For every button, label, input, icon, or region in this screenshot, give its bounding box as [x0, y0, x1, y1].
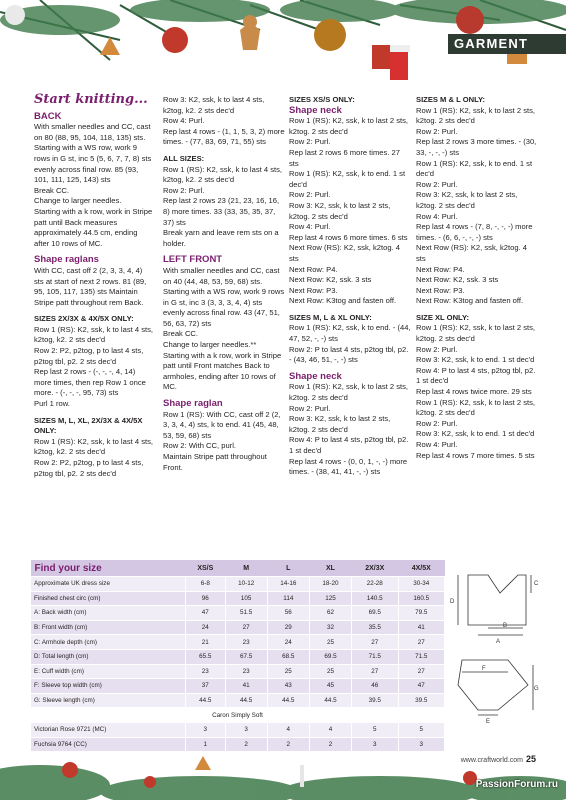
size-heading: SIZES XS/S ONLY:: [289, 95, 355, 104]
table-row: [31, 620, 445, 635]
size-header: XS/S: [186, 560, 226, 577]
yarn-label: Victorian Rose 9721 (MC): [31, 722, 186, 737]
row-label: Approximate UK dress size: [31, 577, 186, 592]
table-cell: 44.5: [225, 693, 267, 708]
paragraph: Rep last 4 rows 7 more times. 5 sts: [416, 450, 535, 460]
table-cell: 23: [225, 635, 267, 650]
paragraph: Row 4: P to last 4 sts, p2tog tbl, p2. 1 st dec'd: [416, 365, 536, 386]
paragraph: Row 3: K2, ssk, k to last 2 sts, k2tog. 2 sts dec'd: [289, 414, 391, 434]
column-1: [34, 92, 154, 479]
paragraph: Row 2: P2, p2tog, p to last 4 sts, p2tog tbl, p2. 2 sts dec'd: [34, 458, 144, 478]
table-cell: 39.5: [352, 693, 398, 708]
shape-raglan-heading: Shape raglan: [163, 398, 223, 410]
paragraph: Row 3: K2, ssk, k to last 4 sts, k2tog, k2. 2 sts dec'd: [163, 95, 265, 115]
paragraph: Row 1 (RS): K2, ssk, k to last 4 sts, k2tog, k2. 2 sts dec'd: [34, 324, 154, 345]
paragraph: Next Row: K3tog and fasten off.: [416, 296, 524, 306]
schematic-label: G: [534, 686, 539, 692]
table-cell: 5: [398, 722, 445, 737]
table-cell: 14-16: [267, 577, 309, 592]
table-row: [31, 649, 445, 664]
left-front-heading: LEFT FRONT: [163, 254, 223, 266]
table-cell: 65.5: [186, 649, 226, 664]
paragraph: Next Row (RS): K2, ssk, k2tog. 4 sts: [416, 243, 527, 263]
paragraph: Row 2: Purl.: [289, 403, 331, 413]
size-table: [30, 560, 445, 752]
paragraph: Rep last 2 rows 6 more times. 27 sts: [289, 147, 400, 168]
table-cell: 41: [398, 620, 445, 635]
table-cell: 23: [225, 664, 267, 679]
size-header: 4X/5X: [398, 560, 445, 577]
paragraph: Maintain Stripe patt throughout Front.: [163, 452, 267, 472]
row-label: A: Back width (cm): [31, 606, 186, 621]
size-heading: ALL SIZES:: [163, 153, 205, 163]
table-cell: 125: [309, 591, 351, 606]
table-cell: 2: [225, 737, 267, 752]
paragraph: Row 2: Purl.: [416, 418, 458, 428]
section-tag: GARMENT: [448, 34, 566, 54]
paragraph: Next Row (RS): K2, ssk, k2tog. 4 sts: [289, 243, 400, 263]
size-header: 2X/3X: [352, 560, 398, 577]
table-cell: 47: [398, 679, 445, 694]
table-cell: 5: [352, 722, 398, 737]
table-cell: 43: [267, 679, 309, 694]
table-cell: 24: [186, 620, 226, 635]
table-cell: 27: [225, 620, 267, 635]
table-cell: 114: [267, 591, 309, 606]
table-cell: 6-8: [186, 577, 226, 592]
table-cell: 4: [309, 722, 351, 737]
paragraph: Next Row: K2, ssk. 3 sts: [416, 275, 499, 285]
paragraph: Rep last 4 rows - (1, 1, 5, 3, 2) more times. - (77, 83, 69, 71, 55) sts: [163, 126, 285, 147]
table-header-row: [31, 560, 445, 577]
column-4: [416, 95, 538, 461]
paragraph: Break CC.: [163, 329, 199, 339]
paragraph: Row 2: Purl.: [289, 190, 331, 200]
paragraph: Row 1 (RS): K2, ssk, k to last 2 sts, k2tog. 2 sts dec'd: [416, 397, 536, 418]
table-cell: 27: [398, 664, 445, 679]
paragraph: Row 2: Purl.: [416, 179, 458, 189]
paragraph: Row 4: Purl.: [163, 116, 205, 126]
size-heading: SIZE XL ONLY:: [416, 312, 470, 322]
yarn-label: Fuchsia 9764 (CC): [31, 737, 186, 752]
paragraph: Row 2: Purl.: [289, 137, 331, 147]
paragraph: Row 1 (RS): K2, ssk, k to end. 1 st dec'd: [416, 158, 533, 179]
schematic-label: A: [496, 639, 501, 645]
page-number: 25: [525, 754, 536, 764]
paragraph: Next Row: P4.: [416, 264, 465, 274]
size-heading: SIZES M, L, XL, 2X/3X & 4X/5X ONLY:: [34, 415, 143, 436]
paragraph: Row 3: K2, ssk, k to end. 1 st dec'd: [416, 355, 535, 365]
paragraph: Rep last 2 rows 23 (21, 23, 16, 16, 8) more times. 33 (33, 35, 35, 37, 37) sts: [163, 196, 280, 227]
table-cell: 25: [309, 635, 351, 650]
table-row: [31, 606, 445, 621]
table-cell: 1: [186, 737, 226, 752]
table-cell: 29: [267, 620, 309, 635]
table-cell: 71.5: [398, 649, 445, 664]
paragraph: With CC, cast off 2 (2, 3, 3, 4, 4) sts at start of next 2 rows. 81 (89, 95, 105, 117, 135) sts Maintain Stripe patt throughout rem Back.: [34, 265, 147, 307]
paragraph: Row 1 (RS): K2, ssk, k to end. 1 st dec'd: [289, 169, 406, 189]
paragraph: Row 4: P to last 4 sts, p2tog tbl, p2. 1 st dec'd: [289, 435, 409, 455]
table-cell: 44.5: [186, 693, 226, 708]
paragraph: Row 2: With CC, purl.: [163, 441, 237, 451]
paragraph: Row 1 (RS): K2, ssk, k to last 2 sts, k2tog. 2 sts dec'd: [289, 116, 409, 136]
column-2: [163, 95, 285, 473]
body-outline: [468, 575, 526, 625]
table-cell: 30-34: [398, 577, 445, 592]
paragraph: Next Row: P3.: [289, 285, 338, 295]
paragraph: Rep last 4 rows twice more. 29 sts: [416, 387, 532, 397]
paragraph: Next Row: P3.: [416, 285, 465, 295]
table-cell: 47: [186, 606, 226, 621]
table-cell: 27: [352, 664, 398, 679]
paragraph: Row 2: P to last 4 sts, p2tog tbl, p2. - (43, 46, 51, -, -) sts: [289, 344, 409, 365]
paragraph: Break yarn and leave rem sts on a holder.: [163, 228, 279, 248]
table-cell: 105: [225, 591, 267, 606]
row-label: F: Sleeve top width (cm): [31, 679, 186, 694]
table-row: [31, 693, 445, 708]
table-row: [31, 635, 445, 650]
table-cell: 62: [309, 606, 351, 621]
paragraph: Rep last 2 rows 3 more times. - (30, 33, -, -, -) sts: [416, 137, 537, 157]
paragraph: Change to larger needles.: [34, 196, 122, 206]
watermark: PassionForum.ru: [475, 779, 558, 790]
paragraph: Starting with a WS row, work 9 rows in G st, inc 5 (5, 6, 7, 7, 8) sts evenly across final row. 85 (93, 101, 111, 125, 143) sts: [34, 143, 152, 185]
table-cell: 24: [267, 635, 309, 650]
paragraph: Starting with a WS row, work 9 rows in G st, inc 3 (3, 3, 3, 4, 4) sts evenly across final row. 43 (47, 51, 56, 63, 72) sts: [163, 287, 285, 328]
table-row: [31, 591, 445, 606]
table-cell: 3: [398, 737, 445, 752]
size-table-title: Find your size: [31, 560, 186, 577]
paragraph: Row 1 (RS): K2, ssk, k to end. - (44, 47, 52, -, -) sts: [289, 323, 411, 344]
table-cell: 3: [225, 722, 267, 737]
table-cell: 41: [225, 679, 267, 694]
paragraph: Next Row: P4.: [289, 264, 338, 274]
back-heading: BACK: [34, 110, 62, 122]
size-heading: SIZES M & L ONLY:: [416, 95, 486, 104]
paragraph: Rep last 2 rows - (-, -, -, 4, 14) more times, then rep Row 1 once more. - (-, -, -, 95, 73) sts: [34, 367, 146, 398]
table-cell: 140.5: [352, 591, 398, 606]
paragraph: Row 1 (RS): K2, ssk, k to last 4 sts, k2tog, k2. 2 sts dec'd: [163, 164, 283, 185]
start-knitting-title: Start knitting...: [34, 92, 148, 107]
table-cell: 160.5: [398, 591, 445, 606]
paragraph: Rep last 4 rows 6 more times. 6 sts: [289, 232, 408, 242]
table-cell: 27: [398, 635, 445, 650]
shape-neck-heading: Shape neck: [289, 370, 342, 382]
sleeve-outline: [458, 660, 528, 710]
paragraph: Row 1 (RS): K2, ssk, k to last 2 sts, k2tog. 2 sts dec'd: [416, 323, 536, 344]
table-row: [31, 577, 445, 592]
column-3: [289, 95, 411, 478]
yarn-header: Caron Simply Soft: [31, 708, 445, 723]
table-row: [31, 664, 445, 679]
paragraph: Row 2: Purl.: [163, 185, 205, 195]
paragraph: Rep last 4 rows - (7, 8, -, -, -) more times. - (6, 6, -, -, -) sts: [416, 222, 533, 242]
size-header: XL: [309, 560, 351, 577]
size-header: L: [267, 560, 309, 577]
paragraph: Row 3: K2, ssk, k to last 2 sts, k2tog. 2 sts dec'd: [416, 190, 518, 210]
table-row: [31, 679, 445, 694]
table-cell: 67.5: [225, 649, 267, 664]
paragraph: Row 3: K2, ssk, k to end. 1 st dec'd: [416, 429, 535, 439]
size-table-container: [30, 560, 445, 748]
footer-site: www.craftworld.com: [460, 757, 523, 764]
table-cell: 25: [267, 664, 309, 679]
table-cell: 44.5: [267, 693, 309, 708]
paragraph: Next Row: K2, ssk. 3 sts: [289, 275, 372, 285]
row-label: C: Armhole depth (cm): [31, 635, 186, 650]
table-cell: 69.5: [352, 606, 398, 621]
table-cell: 46: [352, 679, 398, 694]
table-cell: 68.5: [267, 649, 309, 664]
size-heading: SIZES M, L & XL ONLY:: [289, 312, 372, 322]
row-label: D: Total length (cm): [31, 649, 186, 664]
paragraph: Row 1 (RS): K2, ssk, k to last 2 sts, k2tog. 2 sts dec'd: [416, 105, 536, 126]
table-cell: 25: [309, 664, 351, 679]
paragraph: Change to larger needles.**: [163, 340, 257, 350]
table-cell: 71.5: [352, 649, 398, 664]
paragraph: With smaller needles and CC, cast on 80 (88, 95, 104, 118, 135) sts.: [34, 122, 151, 142]
schematic-label: E: [486, 719, 491, 725]
garment-schematic: [448, 565, 538, 725]
row-label: B: Front width (cm): [31, 620, 186, 635]
table-cell: 35.5: [352, 620, 398, 635]
row-label: G: Sleeve length (cm): [31, 693, 186, 708]
table-cell: 2: [309, 737, 351, 752]
paragraph: Row 1 (RS): With CC, cast off 2 (2, 3, 3, 4, 4) sts, k to end. 41 (45, 48, 53, 59, 68) sts: [163, 409, 281, 440]
paragraph: Row 2: Purl.: [416, 126, 458, 136]
schematic-label: F: [482, 666, 486, 672]
paragraph: Break CC.: [34, 185, 70, 195]
table-cell: 32: [309, 620, 351, 635]
table-cell: 10-12: [225, 577, 267, 592]
table-cell: 3: [186, 722, 226, 737]
paragraph: Row 1 (RS): K2, ssk, k to last 4 sts, k2tog, k2. 2 sts dec'd: [34, 436, 154, 457]
yarn-header-row: [31, 708, 445, 723]
paragraph: Row 2: P2, p2tog, p to last 4 sts, p2tog tbl, p2. 2 sts dec'd: [34, 346, 144, 366]
table-cell: 69.5: [309, 649, 351, 664]
table-cell: 39.5: [398, 693, 445, 708]
shape-raglans-heading: Shape raglans: [34, 254, 99, 266]
paragraph: With smaller needles and CC, cast on 40 (44, 48, 53, 59, 68) sts.: [163, 265, 280, 286]
paragraph: Rep last 4 rows - (0, 0, 1, -, -) more times. - (38, 41, 41, -, -) sts: [289, 456, 408, 477]
paragraph: Row 2: Purl.: [416, 344, 458, 354]
paragraph: Row 3: K2, ssk, k to last 2 sts, k2tog. 2 sts dec'd: [289, 200, 391, 221]
paragraph: Row 4: Purl.: [416, 211, 458, 221]
page-footer: [461, 754, 536, 764]
schematic-label: B: [503, 623, 508, 629]
table-cell: 44.5: [309, 693, 351, 708]
table-cell: 27: [352, 635, 398, 650]
table-cell: 18-20: [309, 577, 351, 592]
size-heading: SIZES 2X/3X & 4X/5X ONLY:: [34, 314, 134, 324]
paragraph: Purl 1 row.: [34, 399, 70, 409]
table-cell: 3: [352, 737, 398, 752]
shape-neck-heading: Shape neck: [289, 104, 342, 116]
paragraph: Row 4: Purl.: [289, 222, 331, 232]
table-cell: 45: [309, 679, 351, 694]
table-cell: 4: [267, 722, 309, 737]
table-cell: 79.5: [398, 606, 445, 621]
schematic-label: D: [450, 599, 455, 605]
table-cell: 96: [186, 591, 226, 606]
table-cell: 37: [186, 679, 226, 694]
table-cell: 22-28: [352, 577, 398, 592]
table-cell: 56: [267, 606, 309, 621]
size-header: M: [225, 560, 267, 577]
table-cell: 23: [186, 664, 226, 679]
row-label: E: Cuff width (cm): [31, 664, 186, 679]
row-label: Finished chest circ (cm): [31, 591, 186, 606]
schematic-label: C: [534, 581, 539, 587]
table-cell: 51.5: [225, 606, 267, 621]
paragraph: Next Row: K3tog and fasten off.: [289, 296, 397, 306]
paragraph: Starting with a k row, work in Stripe patt until Back measures approximately 44.5 cm, ending after 10 rows of MC.: [34, 206, 153, 248]
paragraph: Starting with a k row, work in Stripe patt until Front matches Back to armholes, ending after 10 rows of MC.: [163, 350, 282, 392]
paragraph: Row 4: Purl.: [416, 440, 458, 449]
paragraph: Row 1 (RS): K2, ssk, k to last 2 sts, k2tog. 2 sts dec'd: [289, 382, 409, 403]
table-cell: 2: [267, 737, 309, 752]
table-cell: 21: [186, 635, 226, 650]
